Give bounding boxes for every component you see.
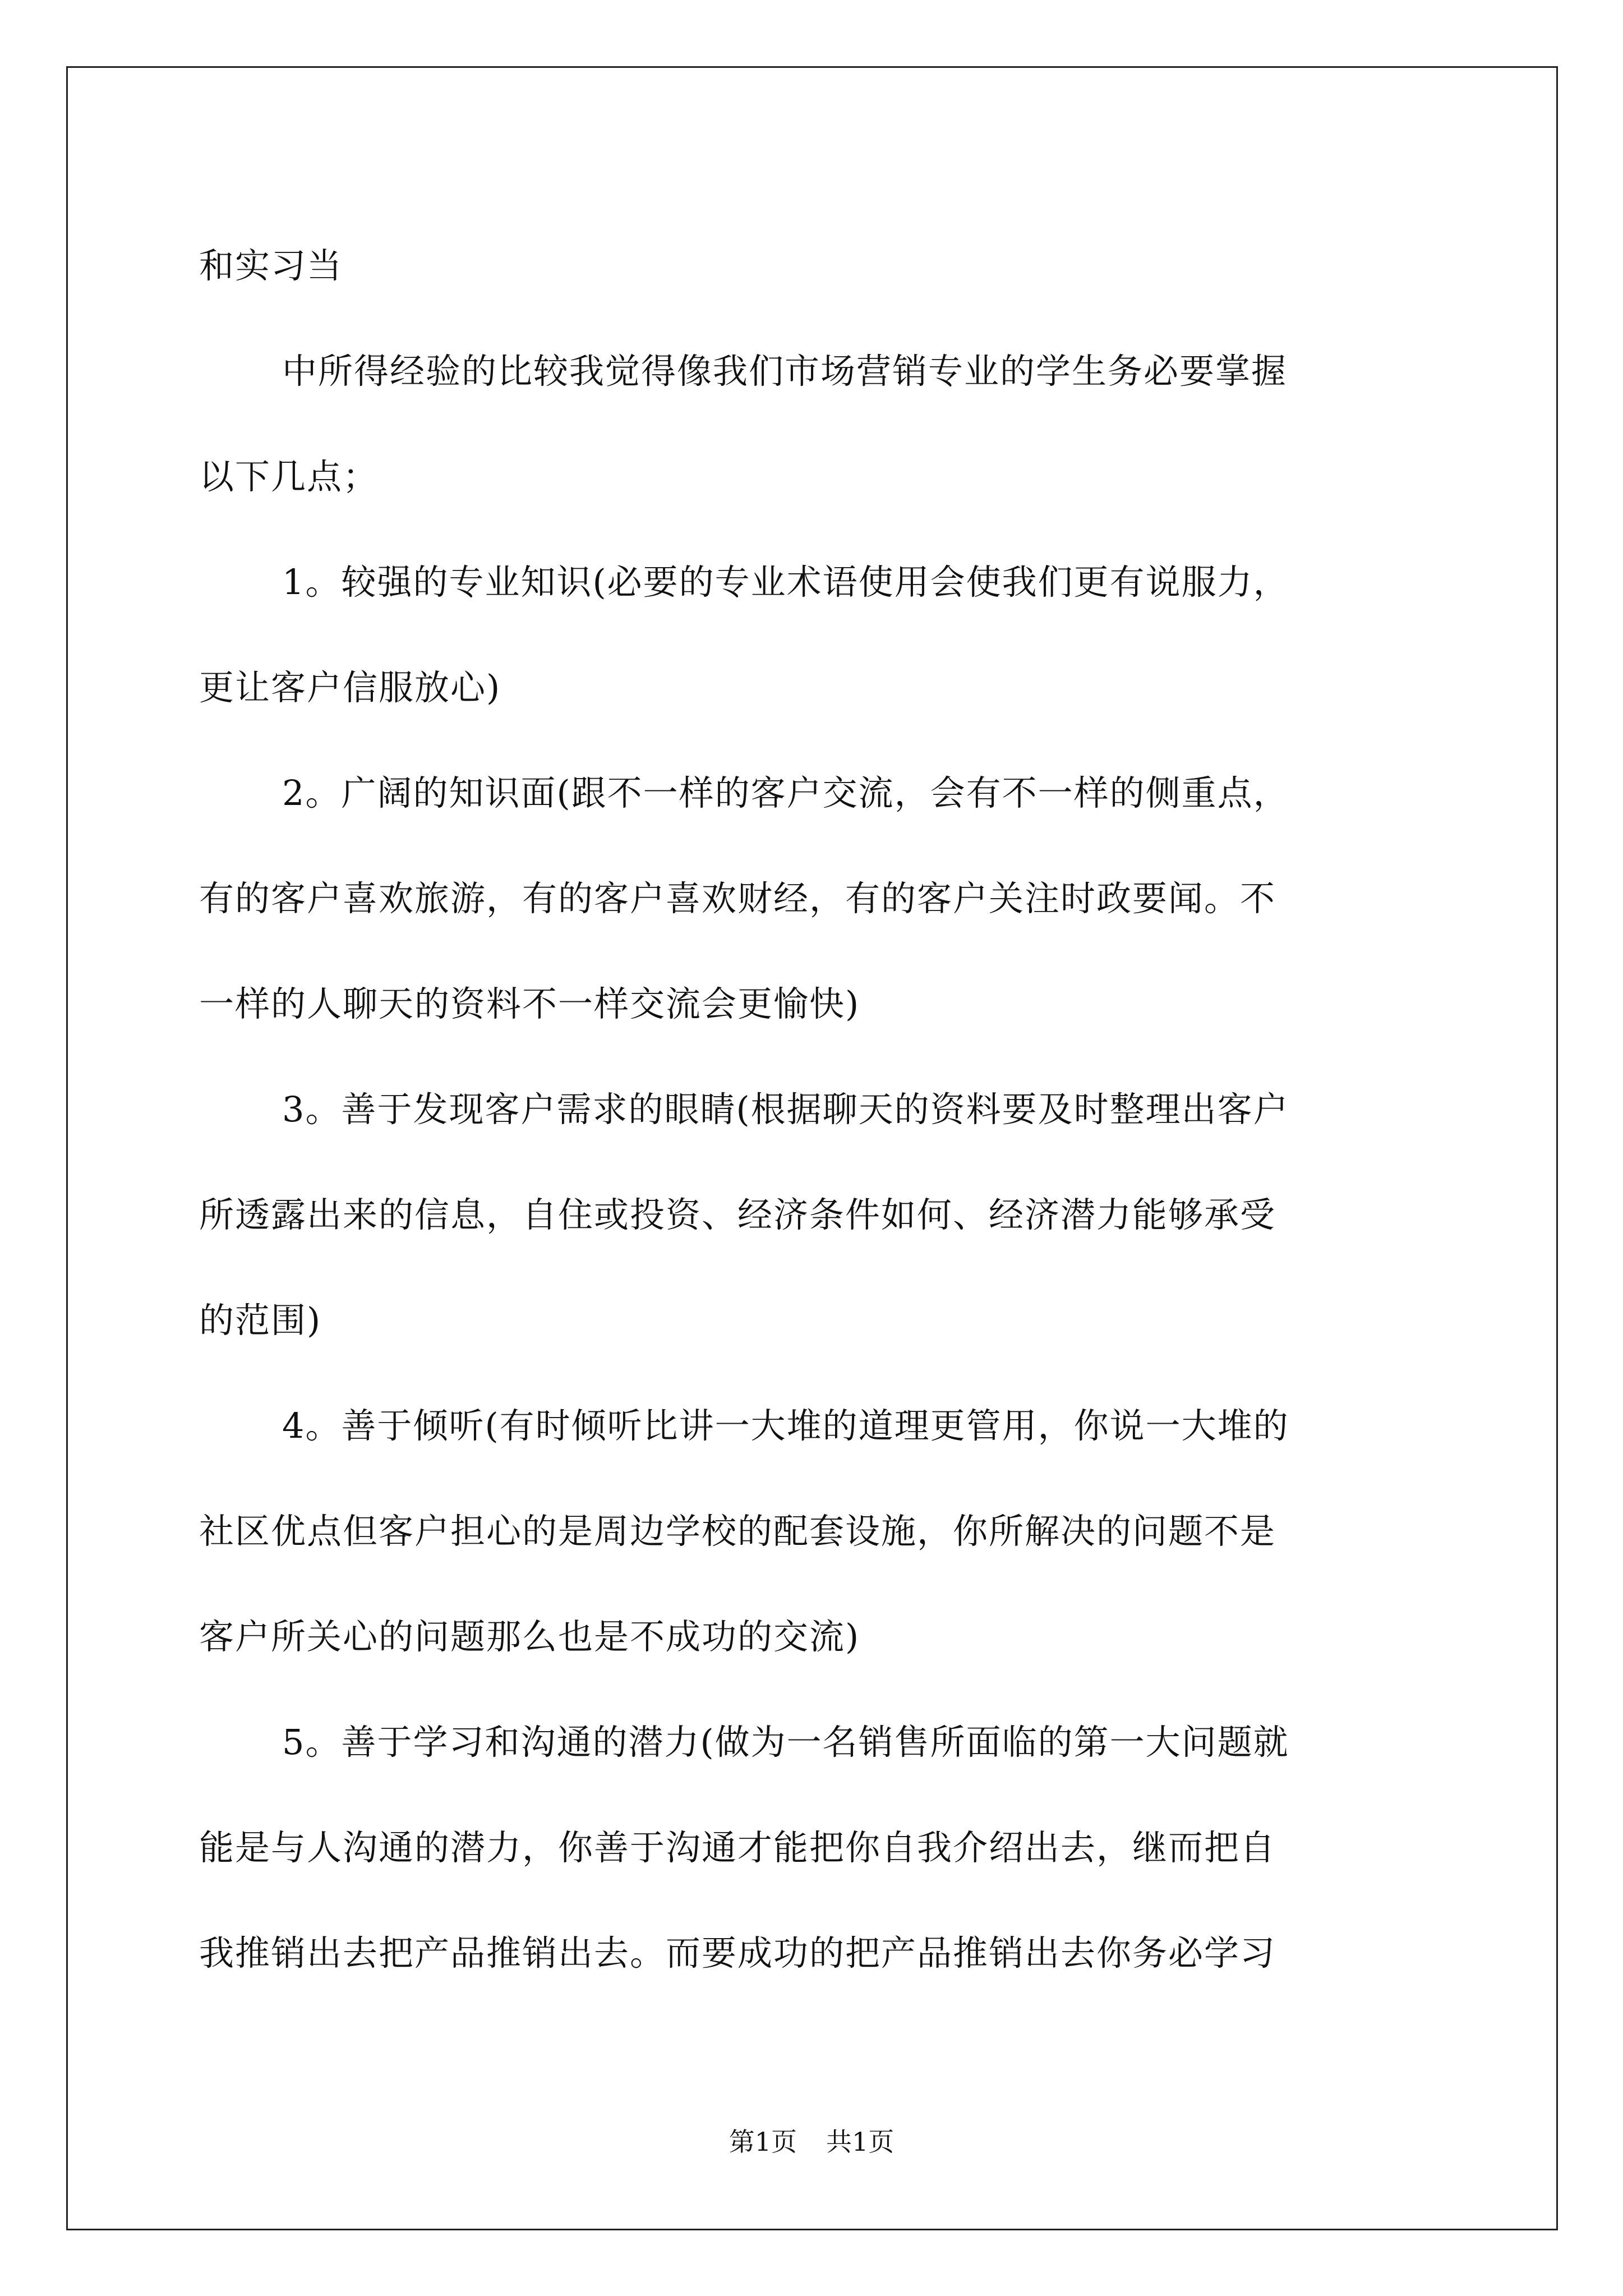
page-total: 共1页 xyxy=(826,2127,895,2157)
text-line: 客户所关心的问题那么也是不成功的交流) xyxy=(199,1616,860,1657)
text-line: 的范围) xyxy=(199,1300,322,1341)
text-line: 2。广阔的知识面(跟不一样的客户交流，会有不一样的侧重点， xyxy=(282,772,1289,813)
text-line: 更让客户信服放心) xyxy=(199,667,501,708)
text-line: 中所得经验的比较我觉得像我们市场营销专业的学生务必要掌握 xyxy=(282,351,1288,392)
text-line: 5。善于学习和沟通的潜力(做为一名销售所面临的第一大问题就 xyxy=(282,1722,1289,1763)
text-line: 我推销出去把产品推销出去。而要成功的把产品推销出去你务必学习 xyxy=(199,1932,1276,1973)
text-line: 一样的人聊天的资料不一样交流会更愉快) xyxy=(199,983,860,1024)
text-line: 所透露出来的信息，自住或投资、经济条件如何、经济潜力能够承受 xyxy=(199,1194,1276,1235)
text-line: 1。较强的专业知识(必要的专业术语使用会使我们更有说服力， xyxy=(282,562,1289,602)
text-line: 有的客户喜欢旅游，有的客户喜欢财经，有的客户关注时政要闻。不 xyxy=(199,878,1276,919)
text-line: 4。善于倾听(有时倾听比讲一大堆的道理更管用，你说一大堆的 xyxy=(282,1405,1289,1446)
page-number: 第1页 xyxy=(728,2127,797,2157)
page-footer xyxy=(0,2125,1623,2159)
text-line: 和实习当 xyxy=(199,245,343,286)
text-line: 社区优点但客户担心的是周边学校的配套设施，你所解决的问题不是 xyxy=(199,1511,1276,1552)
text-line: 3。善于发现客户需求的眼睛(根据聊天的资料要及时整理出客户 xyxy=(282,1089,1289,1130)
document-body xyxy=(199,213,1433,2006)
text-line: 能是与人沟通的潜力，你善于沟通才能把你自我介绍出去，继而把自 xyxy=(199,1827,1276,1868)
text-line: 以下几点； xyxy=(199,456,379,497)
